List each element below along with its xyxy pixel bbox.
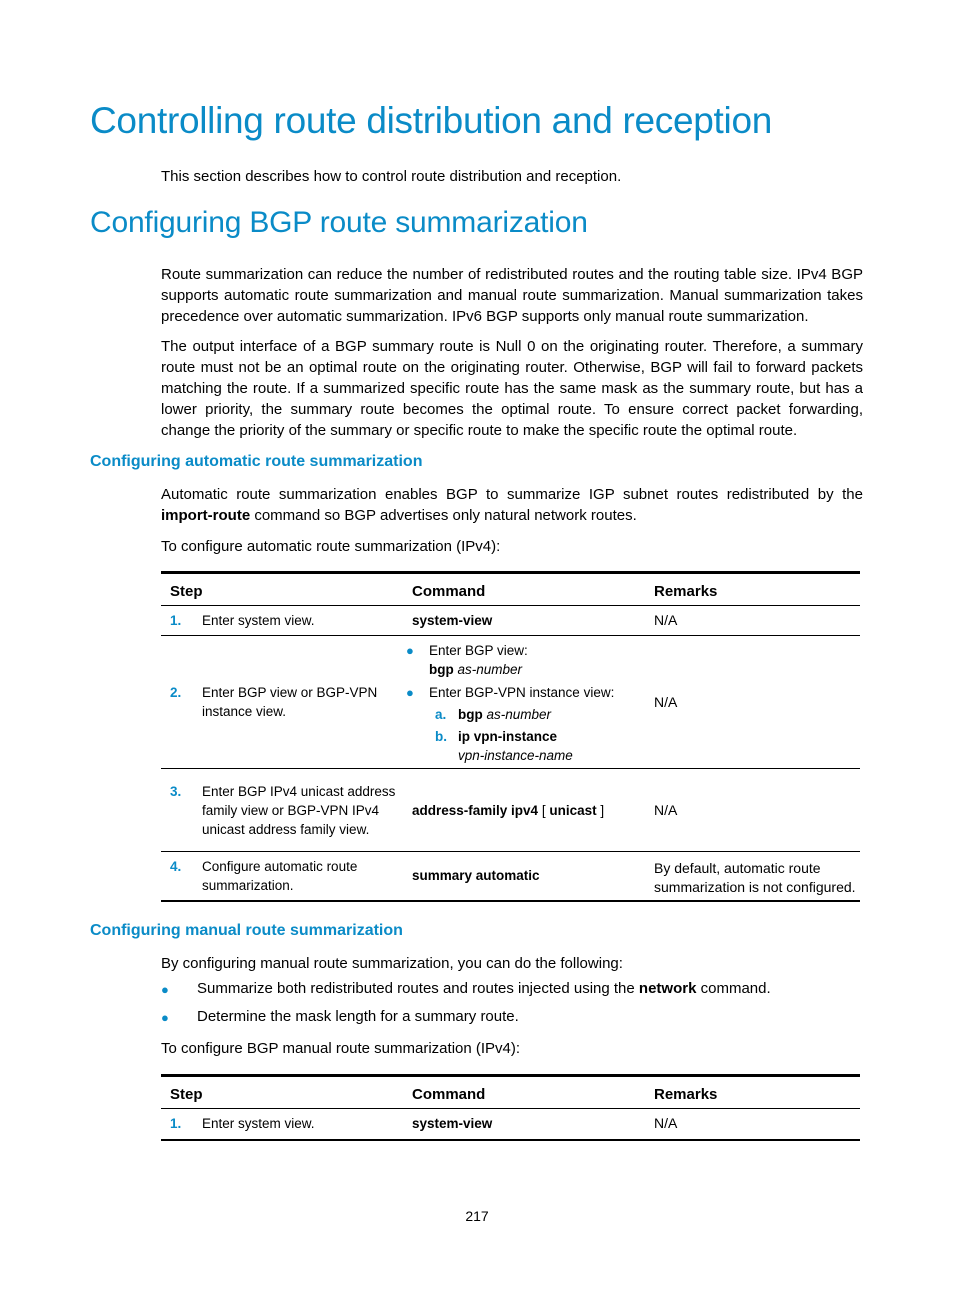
step-text: Enter system view.: [202, 1116, 315, 1132]
sub-step-letter: b.: [435, 729, 447, 744]
page-title: Controlling route distribution and reception: [90, 100, 772, 141]
remarks-text: N/A: [654, 612, 678, 628]
bullet-text: Enter BGP view:: [429, 643, 528, 658]
bullet-icon: ●: [406, 643, 414, 658]
remarks-text: N/A: [654, 693, 678, 710]
remarks-text: N/A: [654, 1115, 678, 1132]
auto-summary-heading: Configuring automatic route summarization: [90, 453, 423, 470]
step-number: 4.: [170, 858, 182, 874]
page-number: 217: [465, 1208, 489, 1224]
bracket-open: [: [541, 802, 546, 818]
list-item-text-a: Summarize both redistributed routes and routes injected using the: [197, 980, 635, 997]
command-text: ip vpn-instance: [458, 729, 558, 744]
list-item: [161, 980, 771, 997]
bullet-text: Enter BGP-VPN instance view:: [429, 685, 615, 700]
header-command: Command: [412, 583, 486, 600]
auto-text-a: Automatic route summarization enables BGP to summarize IGP subnet routes redistributed by the: [161, 486, 863, 503]
command-text: bgp: [429, 662, 454, 677]
header-step: Step: [170, 1086, 203, 1103]
list-item-text-b: command.: [700, 980, 771, 997]
command-keyword: unicast: [549, 802, 597, 818]
header-command: Command: [412, 1086, 486, 1103]
manual-summary-intro: By configuring manual route summarization, you can do the following:: [161, 955, 623, 972]
header-step: Step: [170, 583, 203, 600]
summary-paragraph-1: Route summarization can reduce the number of redistributed routes and the routing table size. IPv4 BGP supports automatic route summarization and manual route summarization. Manual summarization takes precedence over automatic summarization. IPv6 BGP supports only manual route summarization.: [161, 266, 863, 325]
auto-summary-paragraph: [161, 484, 863, 526]
sub-step-letter: a.: [435, 707, 447, 722]
list-item: [161, 1008, 519, 1025]
command-text: system-view: [412, 613, 493, 628]
step-text: Enter BGP view or BGP-VPN instance view.: [202, 685, 378, 719]
manual-summary-table: [161, 1074, 860, 1141]
argument-text: as-number: [457, 662, 523, 677]
intro-paragraph: This section describes how to control route distribution and reception.: [161, 168, 622, 185]
manual-summary-heading: Configuring manual route summarization: [90, 922, 403, 939]
auto-table-intro: To configure automatic route summarization (IPv4):: [161, 538, 501, 555]
command-text: bgp: [458, 707, 483, 722]
bullet-icon: ●: [406, 685, 414, 700]
step-number: 1.: [170, 613, 182, 628]
argument-text: vpn-instance-name: [458, 748, 573, 763]
step-text: Enter BGP IPv4 unicast address family view or BGP-VPN IPv4 unicast address family view.: [202, 783, 396, 837]
step-number: 3.: [170, 783, 182, 799]
network-command: network: [638, 980, 697, 997]
command-text: summary automatic: [412, 868, 540, 884]
auto-text-b: command so BGP advertises only natural network routes.: [254, 507, 637, 524]
step-text: Enter system view.: [202, 613, 315, 628]
table-header-row: [161, 573, 860, 606]
step-number: 2.: [170, 685, 182, 700]
table-row: [161, 606, 860, 636]
auto-summary-table: [161, 571, 860, 902]
import-route-command: import-route: [161, 507, 251, 524]
argument-text: as-number: [486, 707, 552, 722]
table-row: [161, 636, 860, 769]
bracket-close: ]: [600, 802, 605, 818]
bullet-icon: ●: [161, 1010, 169, 1025]
section-heading: Configuring BGP route summarization: [90, 206, 588, 239]
step-number: 1.: [170, 1116, 182, 1132]
manual-table-intro: To configure BGP manual route summarization (IPv4):: [161, 1040, 521, 1057]
table-header-row: [161, 1076, 860, 1109]
list-item-text: Determine the mask length for a summary route.: [197, 1008, 519, 1025]
command-text: address-family ipv4: [412, 802, 539, 818]
table-row: [161, 769, 860, 852]
summary-paragraph-2: The output interface of a BGP summary route is Null 0 on the originating router. Therefore, a summary route must not be an optimal route on the originating router. Otherwise, BGP will fail to forward packets matching the route. If a summarized specific route has the same mask as the summary route, but has a lower priority, the summary route becomes the optimal route. To ensure correct packet forwarding, change the priority of the summary or specific route to make the specific route the optimal route.: [161, 338, 863, 439]
header-remarks: Remarks: [654, 1086, 718, 1103]
table-row: [161, 1109, 860, 1140]
remarks-text: By default, automatic route summarization is not configured.: [654, 859, 856, 895]
table-row: [161, 852, 860, 901]
command-text: system-view: [412, 1116, 493, 1132]
step-text: Configure automatic route summarization.: [202, 858, 358, 893]
header-remarks: Remarks: [654, 583, 718, 600]
remarks-text: N/A: [654, 801, 678, 818]
bullet-icon: ●: [161, 982, 169, 997]
